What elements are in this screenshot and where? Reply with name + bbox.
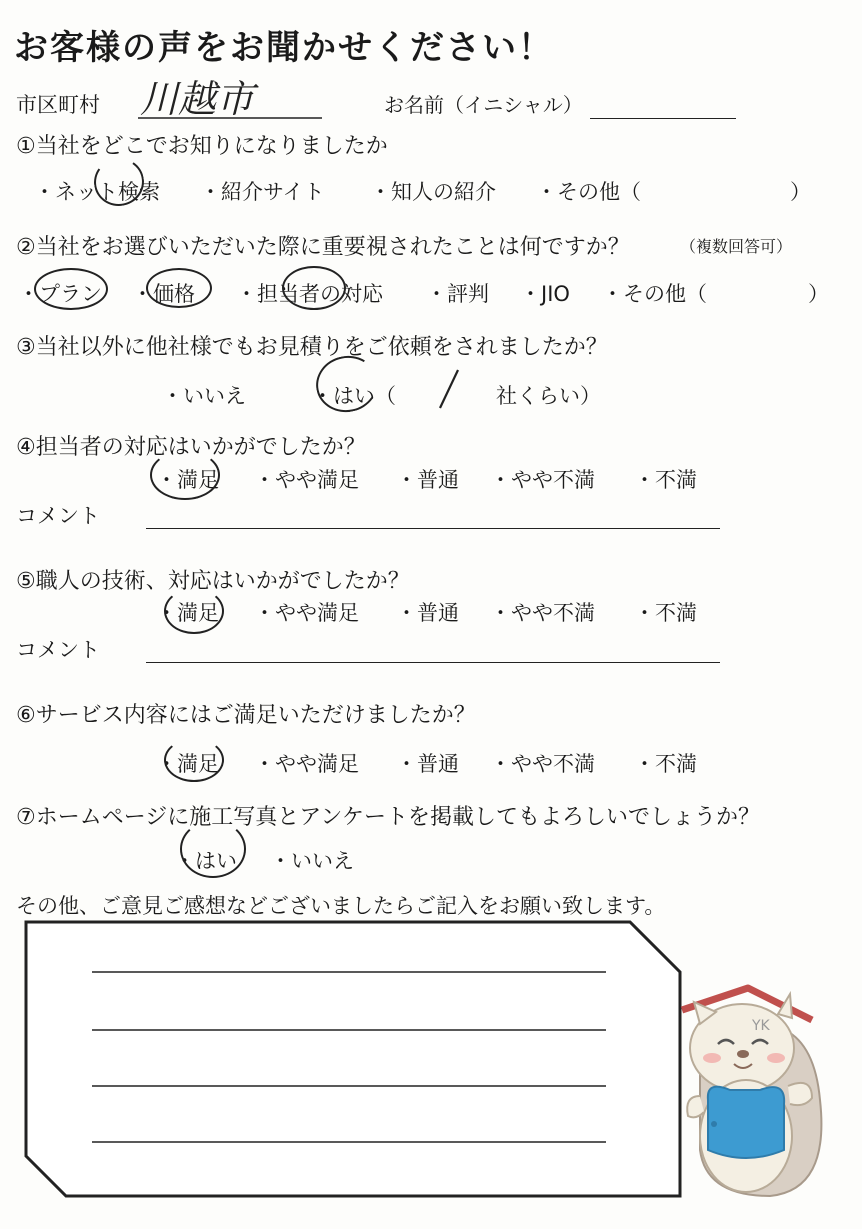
q4-option-somewhat-dissatisfied[interactable]: ・やや不満 [490,468,595,492]
q6-option-dissatisfied[interactable]: ・不満 [634,752,697,776]
q6-option-somewhat-dissatisfied[interactable]: ・やや不満 [490,752,595,776]
q2-option-other[interactable]: ・その他（ [602,282,707,306]
q2-option-jio[interactable]: ・JIO [520,282,570,306]
q5-question: ⑤職人の技術、対応はいかがでしたか？ [16,569,410,594]
q5-option-somewhat-dissatisfied[interactable]: ・やや不満 [490,601,595,625]
other-comments-prompt: その他、ご意見ご感想などございましたらご記入をお願い致します。 [16,894,666,918]
q7-option-yes[interactable]: ・はい [174,849,237,873]
q6-option-somewhat-satisfied[interactable]: ・やや満足 [254,752,359,776]
q5-option-dissatisfied[interactable]: ・不満 [634,601,697,625]
q7-question: ⑦ホームページに施工写真とアンケートを掲載してもよろしいでしょうか？ [16,805,760,830]
q1-option-other[interactable]: ・その他（ [536,180,641,204]
mascot-initials: YK [752,1018,770,1034]
city-handwritten-value: 川越市 [140,77,255,121]
q5-option-satisfied[interactable]: ・満足 [156,601,219,625]
mascot-hedgehog-icon [682,988,821,1196]
q4-option-neutral[interactable]: ・普通 [396,468,459,492]
city-label: 市区町村 [16,93,100,117]
q4-question: ④担当者の対応はいかがでしたか？ [16,435,366,460]
q2-option-plan[interactable]: ・プラン [18,282,102,306]
q4-comment-label: コメント [16,504,100,528]
comment-box [26,922,680,1196]
name-label: お名前（イニシャル） [384,93,583,117]
page-title: お客様の声をお聞かせください！ [14,28,554,68]
q6-option-satisfied[interactable]: ・満足 [156,752,219,776]
q3-handwritten-slash [440,370,458,408]
q4-option-somewhat-satisfied[interactable]: ・やや満足 [254,468,359,492]
q1-option-web-search[interactable]: ・ネット検索 [34,180,160,204]
q5-comment-label: コメント [16,638,100,662]
q3-question: ③当社以外に他社様でもお見積りをご依頼をされましたか？ [16,335,608,360]
q2-note: （複数回答可） [680,237,793,256]
q5-option-somewhat-satisfied[interactable]: ・やや満足 [254,601,359,625]
q3-option-no[interactable]: ・いいえ [162,384,246,408]
q2-option-price[interactable]: ・価格 [132,282,195,306]
q1-question: ①当社をどこでお知りになりましたか [16,134,388,159]
q3-companies-suffix: 社くらい） [496,384,601,408]
q3-option-yes[interactable]: ・はい（ [312,384,396,408]
q6-option-neutral[interactable]: ・普通 [396,752,459,776]
q6-question: ⑥サービス内容にはご満足いただけましたか？ [16,703,476,728]
q5-option-neutral[interactable]: ・普通 [396,601,459,625]
q2-question: ②当社をお選びいただいた際に重要視されたことは何ですか？ [16,235,630,260]
q4-option-dissatisfied[interactable]: ・不満 [634,468,697,492]
q1-option-referral-site[interactable]: ・紹介サイト [200,180,325,204]
q2-option-reputation[interactable]: ・評判 [426,282,489,306]
q1-option-acquaintance[interactable]: ・知人の紹介 [370,180,496,204]
q4-option-satisfied[interactable]: ・満足 [156,468,219,492]
q2-option-staff-response[interactable]: ・担当者の対応 [236,282,383,306]
q1-close-paren: ） [790,180,811,204]
q2-close-paren: ） [808,282,829,306]
q7-option-no[interactable]: ・いいえ [270,849,354,873]
